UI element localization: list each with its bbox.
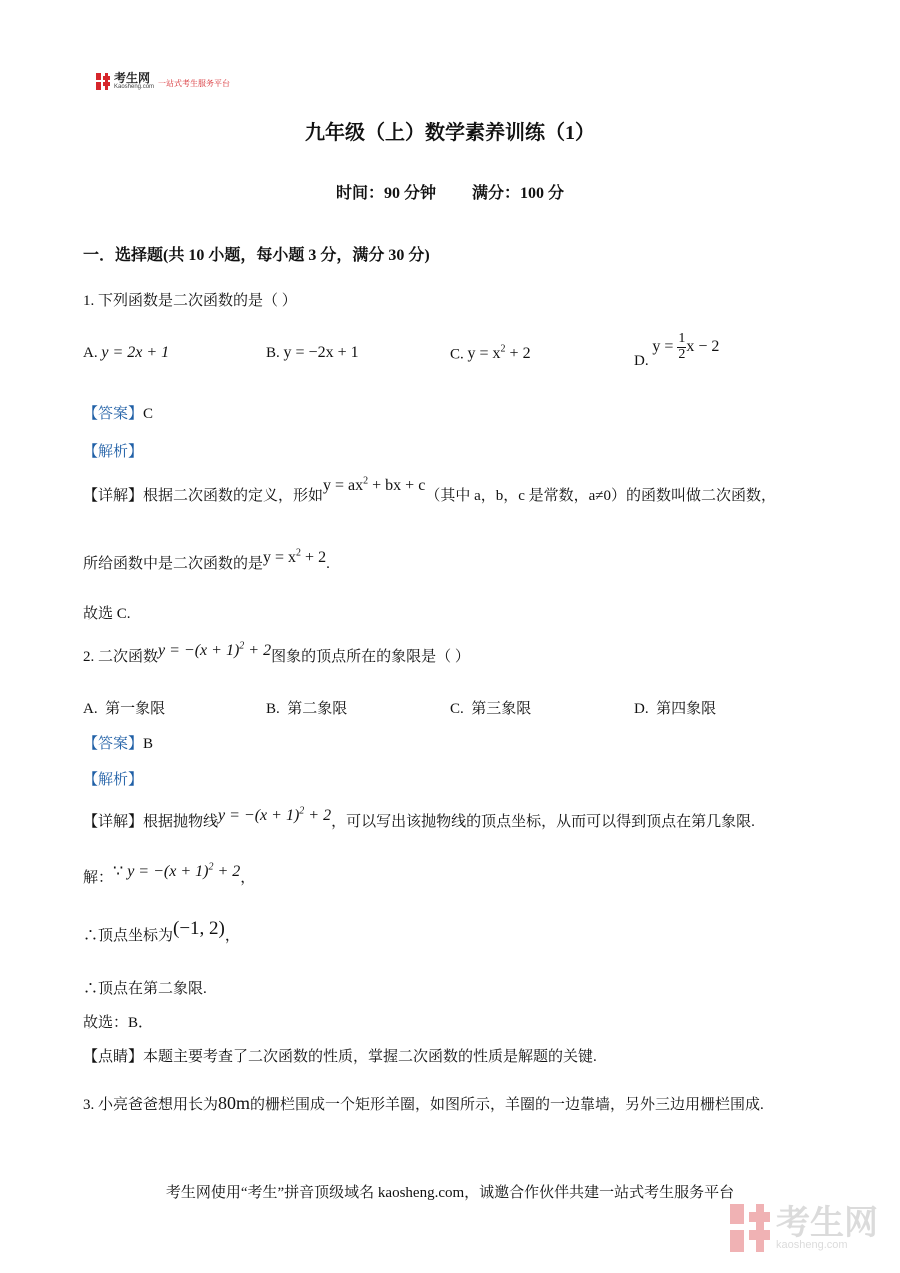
q2-option-a: A. 第一象限 — [83, 701, 166, 717]
q2-stem: 2. 二次函数$y = -(x + 1)^2 + 2$图象的顶点所在的象限是（ ） — [83, 640, 470, 665]
q1-option-a-expr: y = 2x + 1 — [101, 344, 170, 361]
watermark-domain: kaosheng.com — [776, 1238, 848, 1251]
q3-stem: 3. 小亮爸爸想用长为80m的栅栏围成一个矩形羊圈，如图所示，羊圈的一边靠墙，另外三边用栅栏围成. — [83, 1093, 764, 1113]
q2-quadrant: ∴顶点在第二象限. — [83, 981, 207, 997]
q1-option-c: C. $y = x^2 + 2$ — [450, 344, 531, 363]
q1-detail: 【详解】根据二次函数的定义，形如$y = ax^2$ + bx + c（其中 a，b，c 是常数，a≠0）的函数叫做二次函数， — [83, 475, 777, 504]
answer-tag: 【答案】 — [83, 736, 144, 752]
q3-length: 80m — [218, 1093, 251, 1113]
q2-analysis-tag: 【解析】 — [83, 772, 144, 788]
footer-text: 考生网使用“考生”拼音顶级域名 kaosheng.com，诚邀合作伙伴共建一站式考生服务平台 — [165, 1185, 735, 1201]
watermark-icon — [730, 1204, 770, 1252]
q2-solution: 解：∵ $y = -(x + 1)^2 + 2$， — [83, 861, 256, 886]
logo-name: 考生网 — [114, 71, 151, 85]
vertex-coordinate: (−1, 2) — [173, 918, 225, 939]
answer-tag: 【答案】 — [83, 406, 144, 422]
watermark-logo — [730, 1204, 878, 1252]
q2-answer — [83, 732, 153, 753]
q1-conclusion: 故选 C. — [83, 606, 131, 622]
q1-option-c-expr: $y = x^2 + 2$ — [467, 344, 531, 363]
q1-option-d: D. y = $\frac{1}{2}$ x − 2 — [634, 331, 720, 369]
q1-option-b: B. y = −2x + 1 — [266, 344, 359, 361]
q1-answer — [83, 402, 153, 423]
q2-detail: 【详解】根据抛物线$y = -(x + 1)^2 + 2$，可以写出该抛物线的顶点坐标，从而可以得到顶点在第几象限. — [83, 805, 755, 830]
logo-domain: Kaosheng.com — [114, 84, 155, 90]
q1-detail-line2: 所给函数中是二次函数的是$y = x^2 + 2$. — [83, 547, 330, 572]
kaosheng-logo — [96, 72, 230, 90]
exam-info — [0, 180, 900, 203]
q1-stem: 1. 下列函数是二次函数的是（ ） — [83, 293, 297, 309]
q1-answer-value: C — [143, 406, 154, 422]
q2-conclusion: 故选：B． — [83, 1015, 154, 1031]
section-heading: 一．选择题(共 10 小题，每小题 3 分，满分 30 分) — [83, 247, 430, 264]
q2-option-c: C. 第三象限 — [450, 701, 532, 717]
page-title: 九年级（上）数学素养训练（1） — [305, 122, 595, 144]
q1-option-a: A. y = 2x + 1 — [83, 344, 170, 361]
logo-slogan: 一站式考生服务平台 — [158, 79, 231, 88]
q2-option-d: D. 第四象限 — [634, 701, 717, 717]
q2-vertex: ∴顶点坐标为(−1, 2)， — [83, 918, 240, 944]
exam-score: 满分：100 分 — [472, 185, 565, 202]
q1-option-d-expr: y = $\frac{1}{2}$ x − 2 — [652, 331, 720, 362]
q2-answer-value: B — [143, 736, 154, 752]
watermark-name: 考生网 — [776, 1203, 878, 1242]
q1-option-b-expr: y = −2x + 1 — [283, 344, 359, 361]
exam-time: 时间：90 分钟 — [335, 185, 436, 202]
q2-option-b: B. 第二象限 — [266, 701, 348, 717]
q2-comment: 【点睛】本题主要考查了二次函数的性质，掌握二次函数的性质是解题的关键. — [83, 1049, 597, 1065]
kaosheng-logo-icon — [96, 73, 110, 90]
q1-analysis-tag: 【解析】 — [83, 444, 144, 460]
